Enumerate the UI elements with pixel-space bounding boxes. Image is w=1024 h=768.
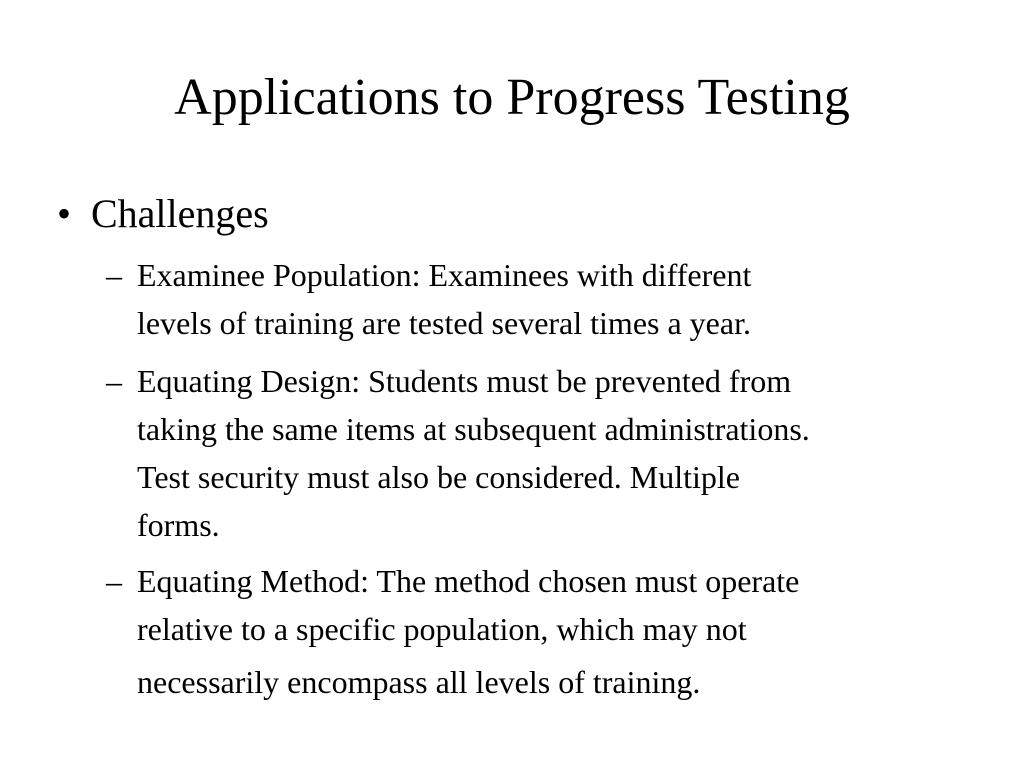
subitem-line: levels of training are tested several times a year. [137,305,751,341]
subitem-equating-design [106,357,1006,549]
subitem-line: Equating Method: The method chosen must operate [137,563,800,599]
subitem-line: necessarily encompass all levels of training. [137,664,701,700]
bullet-challenges [57,189,269,239]
subitem-marker: – [106,363,122,399]
subitem-line: taking the same items at subsequent administrations. [137,411,810,447]
bullet-text: Challenges [91,191,269,236]
subitem-equating-method [106,557,1006,711]
bullet-marker: • [57,191,72,236]
subitem-marker: – [106,563,122,599]
subitem-line: Equating Design: Students must be prevented from [137,363,792,399]
slide-title: Applications to Progress Testing [174,69,850,126]
subitem-line: Examinee Population: Examinees with different [137,257,752,293]
subitem-line: forms. [137,507,220,543]
subitem-line: relative to a specific population, which may not [137,611,747,647]
subitem-marker: – [106,257,122,293]
subitem-line: Test security must also be considered. Multiple [137,459,740,495]
subitem-examinee-population [106,251,1006,347]
